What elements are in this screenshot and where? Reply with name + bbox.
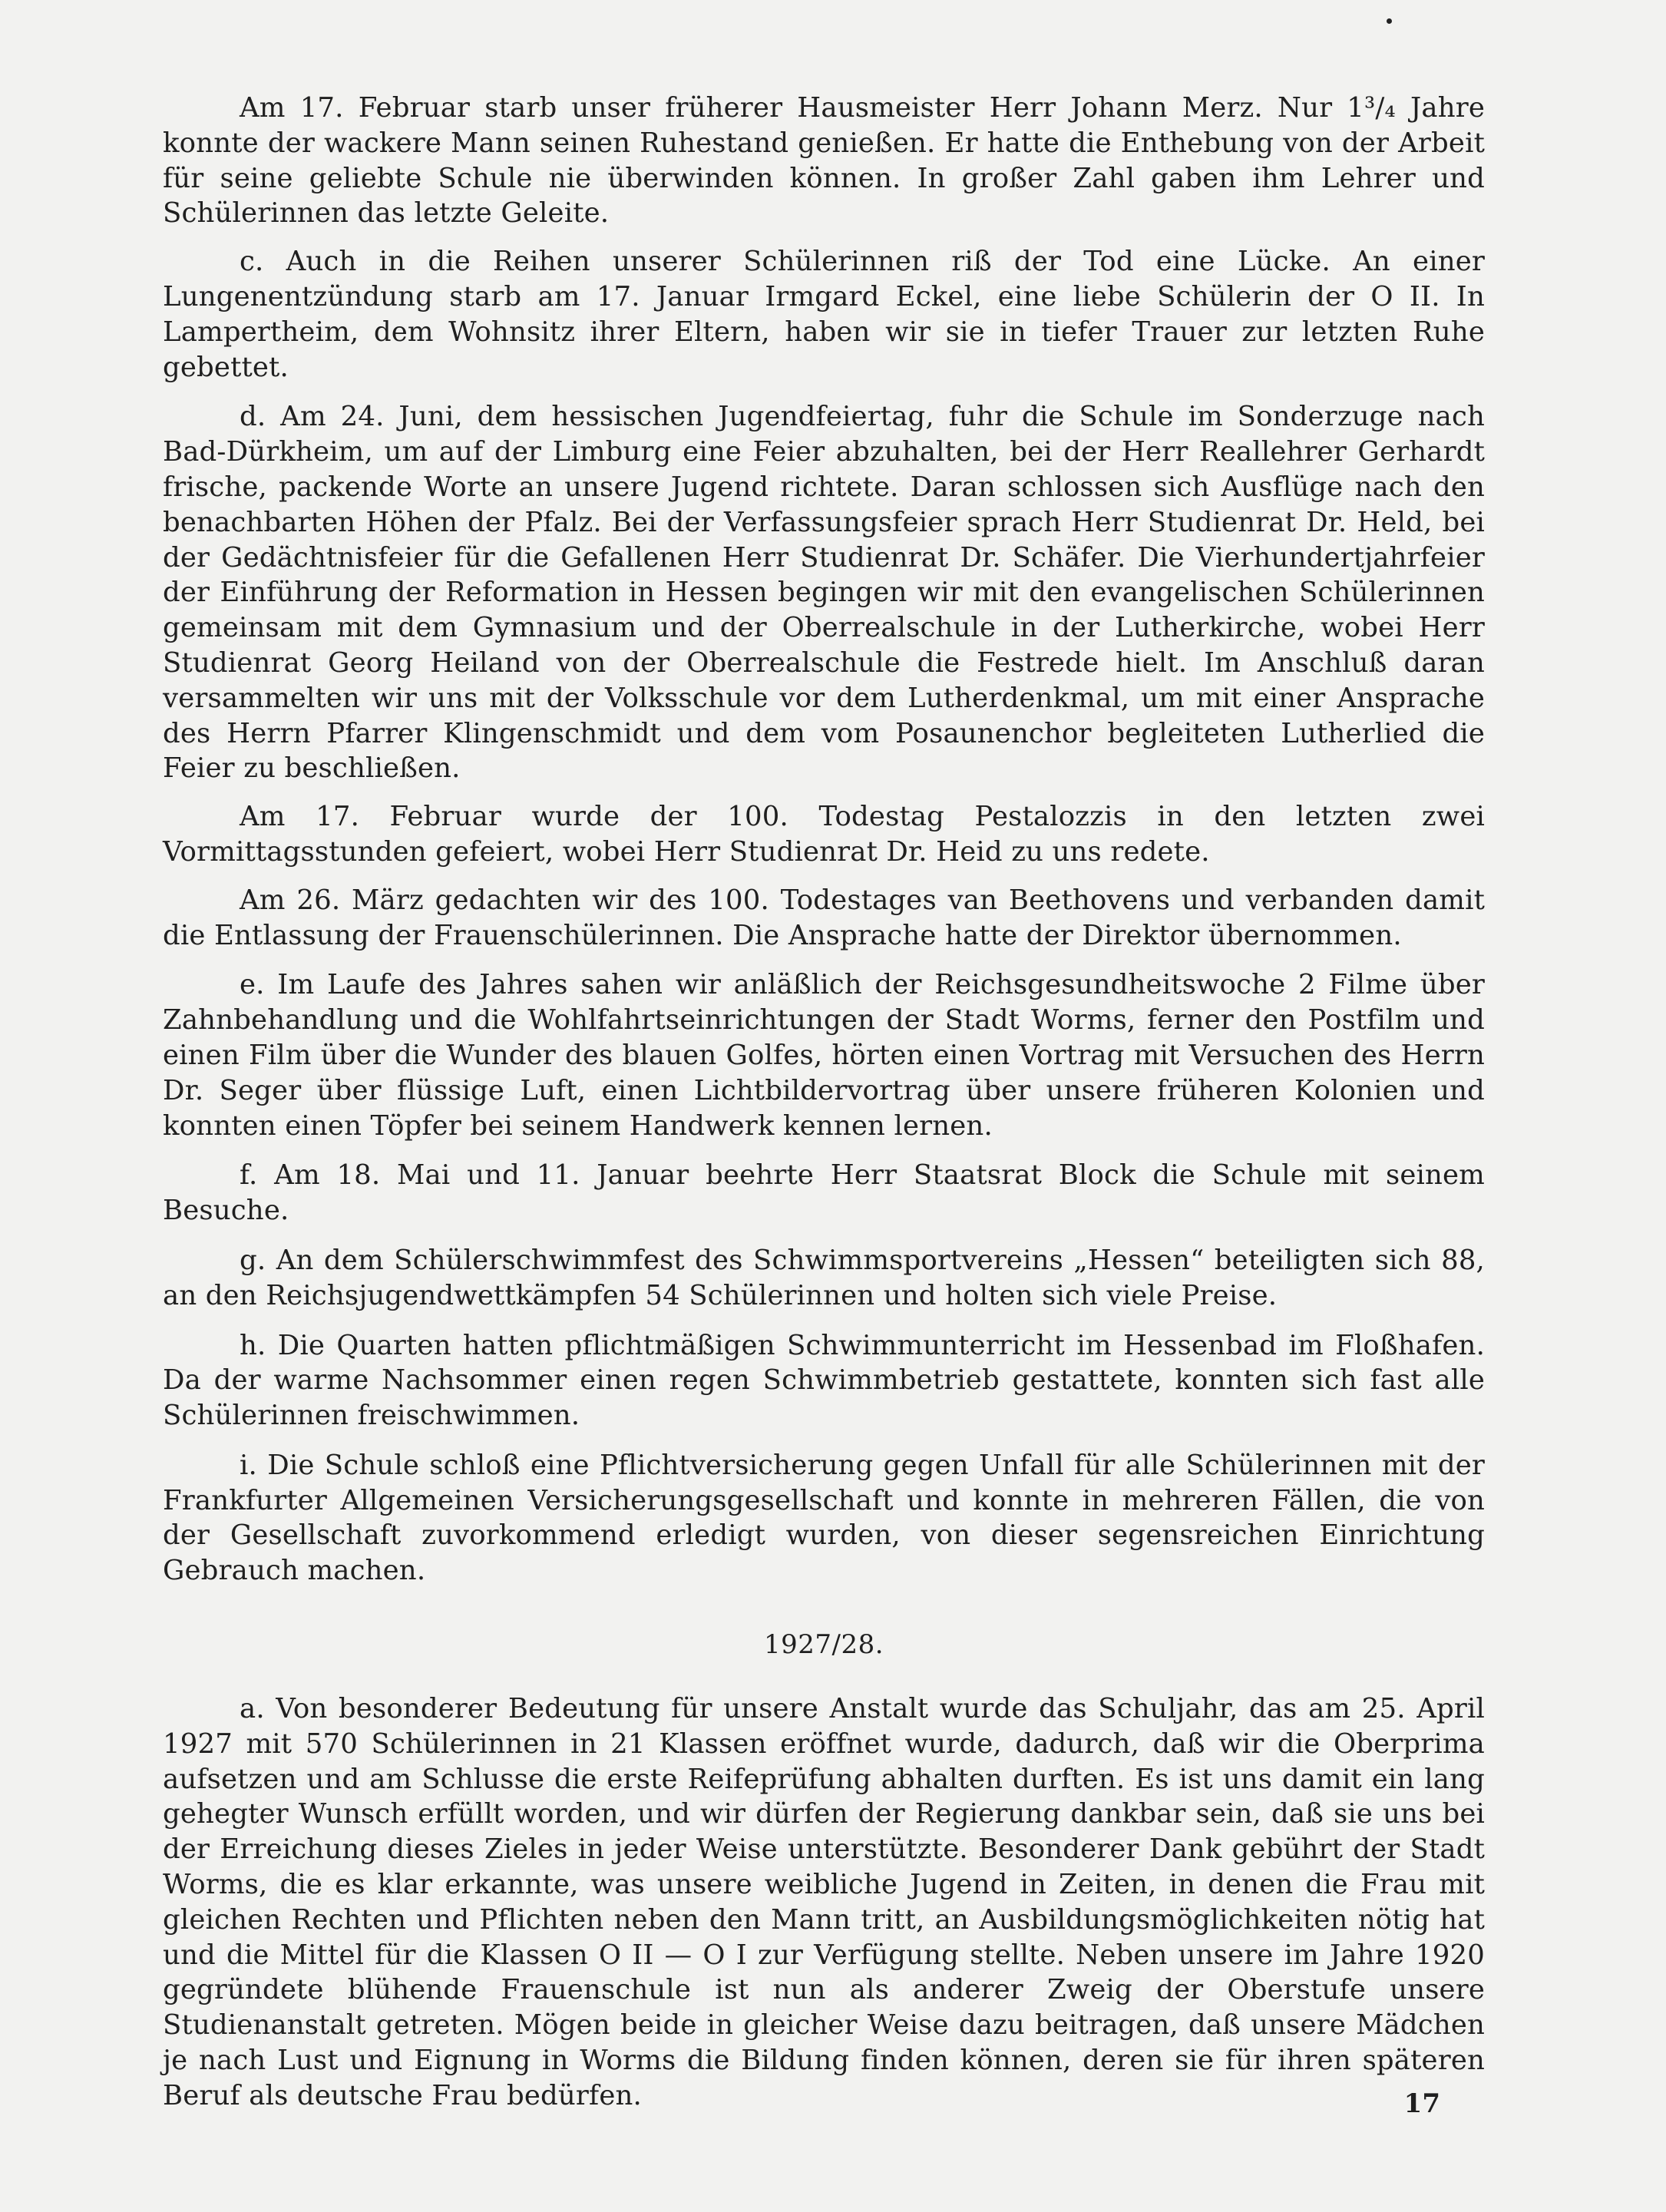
paragraph-beethoven: Am 26. März gedachten wir des 100. Todestages van Beethovens und verbanden damit die Entlassung der Frauenschülerinnen. Die Ansprache hatte der Direktor übernommen. [163,884,1485,951]
paragraph-hausmeister: Am 17. Februar starb unser früherer Hausmeister Herr Johann Merz. Nur 1³/₄ Jahre konnte der wackere Mann seinen Ruhestand genießen. Er hatte die Enthebung von der Arbeit für seine geliebte Schule nie überwinden können. In großer Zahl gaben ihm Lehrer und Schülerinnen das letzte Geleite. [163,92,1485,230]
paragraph-g: g. An dem Schülerschwimmfest des Schwimmsportvereins „Hessen“ beteiligten sich 88, an den Reichsjugendwettkämpfen 54 Schülerinnen und holten sich viele Preise. [163,1244,1485,1311]
paragraph-e: e. Im Laufe des Jahres sahen wir anläßlich der Reichsgesundheitswoche 2 Filme über Zahnbehandlung und die Wohlfahrtseinrichtungen der Stadt Worms, ferner den Postfilm und einen Film über die Wunder des blauen Golfes, hörten einen Vortrag mit Versuchen des Herrn Dr. Seger über flüssige Luft, einen Lichtbildervortrag über unsere früheren Kolonien und konnten einen Töpfer bei seinem Handwerk kennen lernen. [163,969,1485,1142]
paragraph-1927-a: a. Von besonderer Bedeutung für unsere Anstalt wurde das Schuljahr, das am 25. April 1927 mit 570 Schülerinnen in 21 Klassen eröffnet wurde, dadurch, daß wir die Oberprima aufsetzen und am Schlusse die erste Reifeprüfung abhalten durften. Es ist uns damit ein lang gehegter Wunsch erfüllt worden, und wir dürfen der Regierung dankbar sein, daß sie uns bei der Erreichung dieses Zieles in jeder Weise unterstützte. Besonderer Dank gebührt der Stadt Worms, die es klar erkannte, was unsere weibliche Jugend in Zeiten, in denen die Frau mit gleichen Rechten und Pflichten neben den Mann tritt, an Ausbildungsmöglichkeiten nötig hat und die Mittel für die Klassen O II — O I zur Verfügung stellte. Neben unsere im Jahre 1920 gegründete blühende Frauenschule ist nun als anderer Zweig der Oberstufe unsere Studienanstalt getreten. Mögen beide in gleicher Weise dazu beitragen, daß unsere Mädchen je nach Lust und Eignung in Worms die Bildung finden können, deren sie für ihren späteren Beruf als deutsche Frau bedürfen. [163,1693,1485,2111]
paragraph-pestalozzi: Am 17. Februar wurde der 100. Todestag Pestalozzis in den letzten zwei Vormittagsstunden gefeiert, wobei Herr Studienrat Dr. Heid zu uns redete. [163,801,1485,868]
paragraph-c: c. Auch in die Reihen unserer Schülerinnen riß der Tod eine Lücke. An einer Lungenentzündung starb am 17. Januar Irmgard Eckel, eine liebe Schülerin der O II. In Lampertheim, dem Wohnsitz ihrer Eltern, haben wir sie in tiefer Trauer zur letzten Ruhe gebettet. [163,246,1485,383]
section-heading: 1927/28. [763,1629,884,1661]
page-number: 17 [1403,2088,1440,2119]
paragraph-f: f. Am 18. Mai und 11. Januar beehrte Herr Staatsrat Block die Schule mit seinem Besuche. [163,1159,1485,1227]
document-page [163,91,1485,2164]
page-speck [1387,18,1392,24]
paragraph-h: h. Die Quarten hatten pflichtmäßigen Schwimmunterricht im Hessenbad im Floßhafen. Da der warme Nachsommer einen regen Schwimmbetrieb gestattete, konnten sich fast alle Schülerinnen freischwimmen. [163,1329,1485,1432]
paragraph-i: i. Die Schule schloß eine Pflichtversicherung gegen Unfall für alle Schülerinnen mit der Frankfurter Allgemeinen Versicherungsgesellschaft und konnte in mehreren Fällen, die von der Gesellschaft zuvorkommend erledigt wurden, von dieser segensreichen Einrichtung Gebrauch machen. [163,1449,1485,1587]
paragraph-d: d. Am 24. Juni, dem hessischen Jugendfeiertag, fuhr die Schule im Sonderzuge nach Bad-Dürkheim, um auf der Limburg eine Feier abzuhalten, bei der Herr Reallehrer Gerhardt frische, packende Worte an unsere Jugend richtete. Daran schlossen sich Ausflüge nach den benachbarten Höhen der Pfalz. Bei der Verfassungsfeier sprach Herr Studienrat Dr. Held, bei der Gedächtnisfeier für die Gefallenen Herr Studienrat Dr. Schäfer. Die Vierhundertjahrfeier der Einführung der Reformation in Hessen begingen wir mit den evangelischen Schülerinnen gemeinsam mit dem Gymnasium und der Oberrealschule in der Lutherkirche, wobei Herr Studienrat Georg Heiland von der Oberrealschule die Festrede hielt. Im Anschluß daran versammelten wir uns mit der Volksschule vor dem Lutherdenkmal, um mit einer Ansprache des Herrn Pfarrer Klingenschmidt und dem vom Posaunenchor begleiteten Lutherlied die Feier zu beschließen. [163,401,1485,785]
